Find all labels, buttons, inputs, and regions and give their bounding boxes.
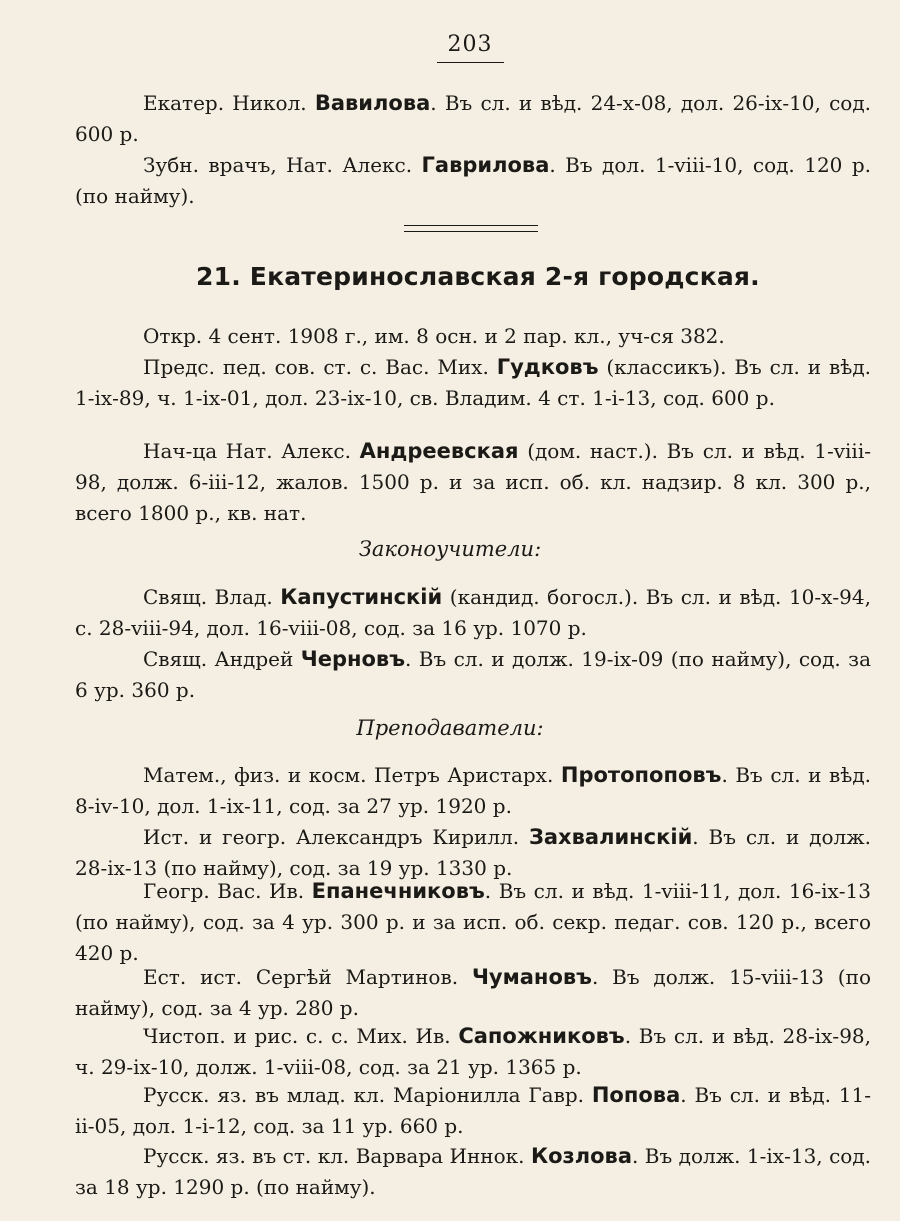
entry-prefix: Геогр. Вас. Ив. <box>143 879 312 903</box>
entry-surname: Попова <box>591 1083 681 1107</box>
entry-gudkov <box>75 352 871 414</box>
entry-details: . Въ сл. и вѣд. 28-іх-98, ч. 29-іх-10, долж. 1-viii-08, сод. за 21 ур. 1365 р. <box>75 1024 871 1079</box>
subheading-teachers: Преподаватели: <box>356 716 544 740</box>
entry-prefix: Русск. яз. въ ст. кл. Варвара Иннок. <box>143 1144 531 1168</box>
section-intro: Откр. 4 сент. 1908 г., им. 8 осн. и 2 пар. кл., уч-ся 382. <box>143 324 725 348</box>
entry-kozlova <box>75 1141 871 1203</box>
entry-details: . Въ сл. и вѣд. 8-iv-10, дол. 1-іх-11, сод. за 27 ур. 1920 р. <box>75 763 872 818</box>
entry-surname: Козлова <box>530 1144 633 1168</box>
page-number: 203 <box>447 32 493 57</box>
entry-prefix: Чистоп. и рис. с. с. Мих. Ив. <box>143 1024 459 1048</box>
entry-details: . Въ сл. и долж. 19-іх-09 (по найму), сод. за 6 ур. 360 р. <box>75 647 872 702</box>
entry-prefix: Ист. и геогр. Александръ Кирилл. <box>143 825 529 849</box>
entry-protopopov <box>75 760 871 822</box>
entry-andreevskaya <box>75 436 871 529</box>
entry-surname: Епанечниковъ <box>311 879 485 903</box>
page-number-underline <box>437 62 504 63</box>
entry-popova <box>75 1080 871 1142</box>
entry-details: (дом. наст.). Въ сл. и вѣд. 1-viii-98, долж. 6-ііі-12, жалов. 1500 р. и за исп. об. кл. надзир. 8 кл. 300 р., всего 1800 р., кв. нат. <box>75 439 871 525</box>
section-heading: 21. Екатеринославская 2-я городская. <box>196 262 760 291</box>
entry-details: . Въ дол. 1-viii-10, сод. 120 р. (по найму). <box>75 153 871 208</box>
entry-surname: Вавилова <box>314 91 431 115</box>
entry-surname: Черновъ <box>300 647 405 671</box>
entry-surname: Андреевская <box>359 439 519 463</box>
entry-details: . Въ сл. и вѣд. 24-х-08, дол. 26-іх-10, сод. 600 р. <box>75 91 871 146</box>
entry-vavilova <box>75 88 871 150</box>
entry-details: (кандид. богосл.). Въ сл. и вѣд. 10-х-94, с. 28-viii-94, дол. 16-viii-08, сод. за 16 ур. 1070 р. <box>75 585 871 640</box>
section-divider <box>404 225 538 232</box>
entry-prefix: Предс. пед. сов. ст. с. Вас. Мих. <box>143 355 497 379</box>
subheading-religion-teachers: Законоучители: <box>358 537 542 561</box>
entry-prefix: Нач-ца Нат. Алекс. <box>143 439 360 463</box>
entry-prefix: Свящ. Влад. <box>143 585 281 609</box>
entry-details: (классикъ). Въ сл. и вѣд. 1-іх-89, ч. 1-іх-01, дол. 23-іх-10, св. Владим. 4 ст. 1-і-13, сод. 600 р. <box>75 355 871 410</box>
entry-surname: Захвалинскій <box>528 825 693 849</box>
entry-sapozhnikov <box>75 1021 871 1083</box>
entry-details: . Въ долж. 1-іх-13, сод. за 18 ур. 1290 р. (по найму). <box>75 1144 872 1199</box>
entry-surname: Гаврилова <box>421 153 550 177</box>
entry-chernov <box>75 644 871 706</box>
entry-prefix: Свящ. Андрей <box>143 647 301 671</box>
entry-gavrilova <box>75 150 871 212</box>
entry-epanechnikov <box>75 876 871 969</box>
entry-prefix: Екатер. Никол. <box>143 91 315 115</box>
entry-details: . Въ сл. и долж. 28-іх-13 (по найму), сод. за 19 ур. 1330 р. <box>75 825 871 880</box>
entry-prefix: Зубн. врачъ, Нат. Алекс. <box>143 153 422 177</box>
entry-details: . Въ сл. и вѣд. 11-іі-05, дол. 1-і-12, сод. за 11 ур. 660 р. <box>75 1083 871 1138</box>
entry-zakhvalinsky <box>75 822 871 884</box>
entry-prefix: Матем., физ. и косм. Петръ Аристарх. <box>143 763 561 787</box>
entry-kapustinsky <box>75 582 871 644</box>
entry-surname: Гудковъ <box>496 355 599 379</box>
entry-surname: Протопоповъ <box>560 763 722 787</box>
entry-surname: Капустинскій <box>280 585 443 609</box>
entry-details: . Въ сл. и вѣд. 1-viii-11, дол. 16-іх-13 (по найму), сод. за 4 ур. 300 р. и за исп. об. секр. педаг. сов. 120 р., всего 420 р. <box>75 879 871 965</box>
entry-surname: Чумановъ <box>471 965 592 989</box>
entry-chumanov <box>75 962 871 1024</box>
entry-details: . Въ долж. 15-viii-13 (по найму), сод. за 4 ур. 280 р. <box>75 965 871 1020</box>
entry-prefix: Ест. ист. Сергѣй Мартинов. <box>143 965 472 989</box>
entry-prefix: Русск. яз. въ млад. кл. Маріонилла Гавр. <box>143 1083 592 1107</box>
entry-surname: Сапожниковъ <box>458 1024 625 1048</box>
